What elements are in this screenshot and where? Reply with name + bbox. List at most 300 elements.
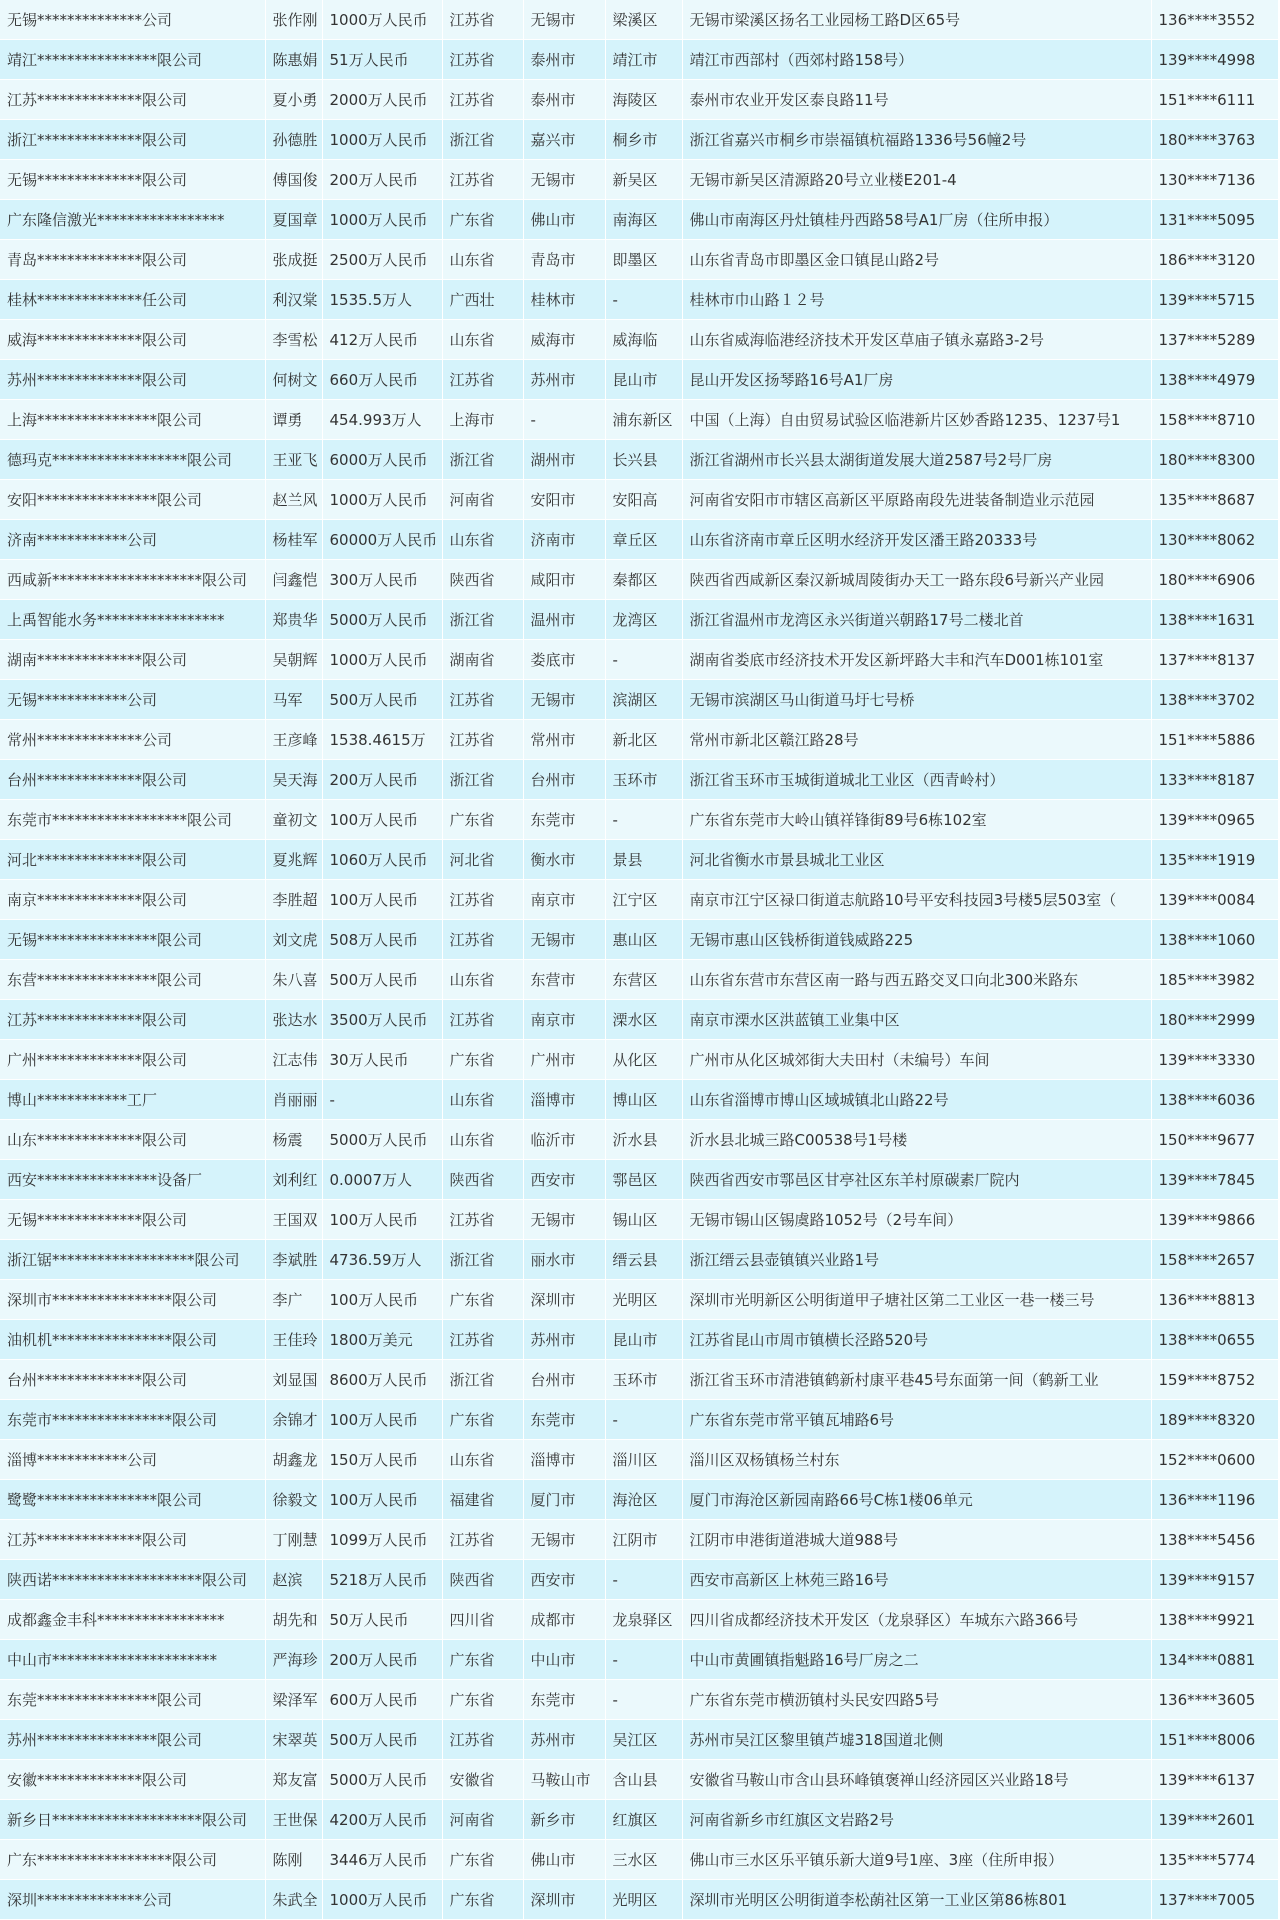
phone-cell: 136****1196	[1151, 1480, 1278, 1520]
company-name-cell: 东莞****************限公司	[0, 1680, 265, 1720]
table-row	[0, 1880, 1278, 1920]
phone-cell: 131****5095	[1151, 200, 1278, 240]
district-cell: 秦都区	[605, 560, 682, 600]
table-row	[0, 1720, 1278, 1760]
district-cell: 吴江区	[605, 1720, 682, 1760]
registered-capital-cell: 60000万人民币	[322, 520, 442, 560]
province-cell: 陕西省	[442, 560, 523, 600]
table-row	[0, 1280, 1278, 1320]
registered-capital-cell: 100万人民币	[322, 1480, 442, 1520]
province-cell: 河南省	[442, 480, 523, 520]
legal-person-cell: 赵兰风	[265, 480, 322, 520]
registered-capital-cell: 5000万人民币	[322, 1120, 442, 1160]
city-cell: 温州市	[523, 600, 605, 640]
phone-cell: 136****8813	[1151, 1280, 1278, 1320]
phone-cell: 137****7005	[1151, 1880, 1278, 1920]
phone-cell: 185****3982	[1151, 960, 1278, 1000]
table-row	[0, 1040, 1278, 1080]
district-cell: -	[605, 280, 682, 320]
province-cell: 山东省	[442, 1440, 523, 1480]
city-cell: 东莞市	[523, 800, 605, 840]
legal-person-cell: 夏小勇	[265, 80, 322, 120]
table-row	[0, 720, 1278, 760]
table-row	[0, 320, 1278, 360]
province-cell: 浙江省	[442, 1360, 523, 1400]
province-cell: 安徽省	[442, 1760, 523, 1800]
company-name-cell: 无锡**************限公司	[0, 160, 265, 200]
address-cell: 广东省东莞市横沥镇村头民安四路5号	[682, 1680, 1151, 1720]
city-cell: 无锡市	[523, 1200, 605, 1240]
city-cell: 无锡市	[523, 680, 605, 720]
district-cell: 龙湾区	[605, 600, 682, 640]
phone-cell: 139****4998	[1151, 40, 1278, 80]
table-row	[0, 680, 1278, 720]
province-cell: 陕西省	[442, 1560, 523, 1600]
registered-capital-cell: 500万人民币	[322, 1720, 442, 1760]
city-cell: 桂林市	[523, 280, 605, 320]
table-row	[0, 1840, 1278, 1880]
address-cell: 昆山开发区扬琴路16号A1厂房	[682, 360, 1151, 400]
province-cell: 江苏省	[442, 880, 523, 920]
phone-cell: 151****8006	[1151, 1720, 1278, 1760]
company-name-cell: 河北**************限公司	[0, 840, 265, 880]
province-cell: 山东省	[442, 960, 523, 1000]
city-cell: 无锡市	[523, 160, 605, 200]
legal-person-cell: 李雪松	[265, 320, 322, 360]
district-cell: 江阴市	[605, 1520, 682, 1560]
district-cell: -	[605, 1640, 682, 1680]
legal-person-cell: 丁刚慧	[265, 1520, 322, 1560]
table-row	[0, 40, 1278, 80]
company-name-cell: 安徽**************限公司	[0, 1760, 265, 1800]
province-cell: 陕西省	[442, 1160, 523, 1200]
address-cell: 泰州市农业开发区泰良路11号	[682, 80, 1151, 120]
registered-capital-cell: 0.0007万人	[322, 1160, 442, 1200]
table-row	[0, 560, 1278, 600]
city-cell: 深圳市	[523, 1280, 605, 1320]
district-cell: 玉环市	[605, 760, 682, 800]
city-cell: 东莞市	[523, 1680, 605, 1720]
company-name-cell: 江苏**************限公司	[0, 80, 265, 120]
legal-person-cell: 朱武全	[265, 1880, 322, 1920]
district-cell: 章丘区	[605, 520, 682, 560]
company-name-cell: 油机机****************限公司	[0, 1320, 265, 1360]
company-name-cell: 西安****************设备厂	[0, 1160, 265, 1200]
phone-cell: 150****9677	[1151, 1120, 1278, 1160]
address-cell: 常州市新北区赣江路28号	[682, 720, 1151, 760]
district-cell: 靖江市	[605, 40, 682, 80]
province-cell: 四川省	[442, 1600, 523, 1640]
legal-person-cell: 赵滨	[265, 1560, 322, 1600]
address-cell: 浙江省湖州市长兴县太湖街道发展大道2587号2号厂房	[682, 440, 1151, 480]
city-cell: 安阳市	[523, 480, 605, 520]
city-cell: 淄博市	[523, 1440, 605, 1480]
province-cell: 福建省	[442, 1480, 523, 1520]
address-cell: 苏州市吴江区黎里镇芦墟318国道北侧	[682, 1720, 1151, 1760]
district-cell: -	[605, 1400, 682, 1440]
registered-capital-cell: 5000万人民币	[322, 1760, 442, 1800]
table-row	[0, 1800, 1278, 1840]
phone-cell: 137****8137	[1151, 640, 1278, 680]
company-name-cell: 无锡**************限公司	[0, 1200, 265, 1240]
phone-cell: 136****3552	[1151, 0, 1278, 40]
table-row	[0, 1000, 1278, 1040]
company-name-cell: 德玛克******************限公司	[0, 440, 265, 480]
address-cell: 山东省青岛市即墨区金口镇昆山路2号	[682, 240, 1151, 280]
city-cell: 厦门市	[523, 1480, 605, 1520]
district-cell: 锡山区	[605, 1200, 682, 1240]
legal-person-cell: 利汉棠	[265, 280, 322, 320]
address-cell: 浙江省嘉兴市桐乡市崇福镇杭福路1336号56幢2号	[682, 120, 1151, 160]
table-row	[0, 1160, 1278, 1200]
city-cell: 嘉兴市	[523, 120, 605, 160]
phone-cell: 130****8062	[1151, 520, 1278, 560]
district-cell: 东营区	[605, 960, 682, 1000]
legal-person-cell: 吴天海	[265, 760, 322, 800]
province-cell: 江苏省	[442, 1000, 523, 1040]
phone-cell: 139****7845	[1151, 1160, 1278, 1200]
address-cell: 河北省衡水市景县城北工业区	[682, 840, 1151, 880]
city-cell: 广州市	[523, 1040, 605, 1080]
province-cell: 广西壮	[442, 280, 523, 320]
city-cell: 南京市	[523, 880, 605, 920]
province-cell: 浙江省	[442, 600, 523, 640]
city-cell: 台州市	[523, 760, 605, 800]
district-cell: 博山区	[605, 1080, 682, 1120]
phone-cell: 135****8687	[1151, 480, 1278, 520]
company-name-cell: 安阳****************限公司	[0, 480, 265, 520]
legal-person-cell: 童初文	[265, 800, 322, 840]
phone-cell: 138****9921	[1151, 1600, 1278, 1640]
district-cell: 从化区	[605, 1040, 682, 1080]
company-name-cell: 中山市**********************	[0, 1640, 265, 1680]
phone-cell: 158****8710	[1151, 400, 1278, 440]
district-cell: 新北区	[605, 720, 682, 760]
table-row	[0, 1560, 1278, 1600]
address-cell: 陕西省西咸新区秦汉新城周陵街办天工一路东段6号新兴产业园	[682, 560, 1151, 600]
registered-capital-cell: 6000万人民币	[322, 440, 442, 480]
phone-cell: 135****5774	[1151, 1840, 1278, 1880]
province-cell: 广东省	[442, 1400, 523, 1440]
company-name-cell: 苏州**************限公司	[0, 360, 265, 400]
province-cell: 广东省	[442, 800, 523, 840]
table-row	[0, 400, 1278, 440]
registered-capital-cell: 100万人民币	[322, 880, 442, 920]
province-cell: 江苏省	[442, 160, 523, 200]
legal-person-cell: 刘文虎	[265, 920, 322, 960]
company-name-cell: 广州**************限公司	[0, 1040, 265, 1080]
legal-person-cell: 严海珍	[265, 1640, 322, 1680]
registered-capital-cell: 100万人民币	[322, 800, 442, 840]
city-cell: 娄底市	[523, 640, 605, 680]
address-cell: 无锡市梁溪区扬名工业园杨工路D区65号	[682, 0, 1151, 40]
table-row	[0, 80, 1278, 120]
registered-capital-cell: 3500万人民币	[322, 1000, 442, 1040]
legal-person-cell: 张作刚	[265, 0, 322, 40]
registered-capital-cell: 1000万人民币	[322, 0, 442, 40]
phone-cell: 158****2657	[1151, 1240, 1278, 1280]
table-row	[0, 280, 1278, 320]
company-name-cell: 陕西诺********************限公司	[0, 1560, 265, 1600]
table-row	[0, 120, 1278, 160]
city-cell: 淄博市	[523, 1080, 605, 1120]
company-name-cell: 深圳市****************限公司	[0, 1280, 265, 1320]
province-cell: 江苏省	[442, 40, 523, 80]
address-cell: 中国（上海）自由贸易试验区临港新片区妙香路1235、1237号1	[682, 400, 1151, 440]
table-row	[0, 600, 1278, 640]
address-cell: 河南省安阳市市辖区高新区平原路南段先进装备制造业示范园	[682, 480, 1151, 520]
table-row	[0, 840, 1278, 880]
phone-cell: 152****0600	[1151, 1440, 1278, 1480]
address-cell: 广东省东莞市常平镇瓦埔路6号	[682, 1400, 1151, 1440]
legal-person-cell: 胡鑫龙	[265, 1440, 322, 1480]
city-cell: 青岛市	[523, 240, 605, 280]
province-cell: 广东省	[442, 200, 523, 240]
address-cell: 山东省济南市章丘区明水经济开发区潘王路20333号	[682, 520, 1151, 560]
registered-capital-cell: 5000万人民币	[322, 600, 442, 640]
province-cell: 广东省	[442, 1880, 523, 1920]
registered-capital-cell: 1000万人民币	[322, 200, 442, 240]
table-row	[0, 440, 1278, 480]
phone-cell: 180****6906	[1151, 560, 1278, 600]
city-cell: 无锡市	[523, 0, 605, 40]
district-cell: 威海临	[605, 320, 682, 360]
company-name-cell: 东莞市****************限公司	[0, 1400, 265, 1440]
address-cell: 江阴市申港街道港城大道988号	[682, 1520, 1151, 1560]
legal-person-cell: 肖丽丽	[265, 1080, 322, 1120]
company-name-cell: 靖江****************限公司	[0, 40, 265, 80]
table-row	[0, 1200, 1278, 1240]
table-row	[0, 160, 1278, 200]
registered-capital-cell: 50万人民币	[322, 1600, 442, 1640]
registered-capital-cell: 1535.5万人	[322, 280, 442, 320]
address-cell: 佛山市三水区乐平镇乐新大道9号1座、3座（住所申报）	[682, 1840, 1151, 1880]
district-cell: -	[605, 1680, 682, 1720]
phone-cell: 139****6137	[1151, 1760, 1278, 1800]
company-name-cell: 台州**************限公司	[0, 1360, 265, 1400]
district-cell: 浦东新区	[605, 400, 682, 440]
company-name-cell: 桂林**************任公司	[0, 280, 265, 320]
district-cell: 梁溪区	[605, 0, 682, 40]
district-cell: 江宁区	[605, 880, 682, 920]
phone-cell: 159****8752	[1151, 1360, 1278, 1400]
table-row	[0, 480, 1278, 520]
company-name-cell: 深圳**************公司	[0, 1880, 265, 1920]
table-row	[0, 880, 1278, 920]
legal-person-cell: 王彦峰	[265, 720, 322, 760]
address-cell: 江苏省昆山市周市镇横长泾路520号	[682, 1320, 1151, 1360]
legal-person-cell: 杨震	[265, 1120, 322, 1160]
province-cell: 广东省	[442, 1840, 523, 1880]
district-cell: 昆山市	[605, 360, 682, 400]
legal-person-cell: 马军	[265, 680, 322, 720]
table-row	[0, 520, 1278, 560]
district-cell: 惠山区	[605, 920, 682, 960]
legal-person-cell: 王世保	[265, 1800, 322, 1840]
registered-capital-cell: 454.993万人	[322, 400, 442, 440]
city-cell: -	[523, 400, 605, 440]
address-cell: 广东省东莞市大岭山镇祥锋街89号6栋102室	[682, 800, 1151, 840]
company-name-cell: 无锡************公司	[0, 680, 265, 720]
province-cell: 江苏省	[442, 1320, 523, 1360]
company-name-cell: 江苏**************限公司	[0, 1520, 265, 1560]
city-cell: 泰州市	[523, 40, 605, 80]
district-cell: 新吴区	[605, 160, 682, 200]
phone-cell: 137****5289	[1151, 320, 1278, 360]
table-row	[0, 640, 1278, 680]
legal-person-cell: 夏国章	[265, 200, 322, 240]
city-cell: 苏州市	[523, 1720, 605, 1760]
registered-capital-cell: 1000万人民币	[322, 120, 442, 160]
registered-capital-cell: 200万人民币	[322, 1640, 442, 1680]
phone-cell: 138****1631	[1151, 600, 1278, 640]
province-cell: 浙江省	[442, 440, 523, 480]
city-cell: 深圳市	[523, 1880, 605, 1920]
company-name-cell: 江苏**************限公司	[0, 1000, 265, 1040]
district-cell: 沂水县	[605, 1120, 682, 1160]
registered-capital-cell: 300万人民币	[322, 560, 442, 600]
legal-person-cell: 胡先和	[265, 1600, 322, 1640]
address-cell: 西安市高新区上林苑三路16号	[682, 1560, 1151, 1600]
address-cell: 无锡市锡山区锡虞路1052号（2号车间）	[682, 1200, 1151, 1240]
city-cell: 临沂市	[523, 1120, 605, 1160]
phone-cell: 189****8320	[1151, 1400, 1278, 1440]
address-cell: 四川省成都经济技术开发区（龙泉驿区）车城东六路366号	[682, 1600, 1151, 1640]
legal-person-cell: 郑友富	[265, 1760, 322, 1800]
registered-capital-cell: 100万人民币	[322, 1400, 442, 1440]
table-row	[0, 1080, 1278, 1120]
registered-capital-cell: 200万人民币	[322, 760, 442, 800]
table-row	[0, 1600, 1278, 1640]
legal-person-cell: 李斌胜	[265, 1240, 322, 1280]
phone-cell: 138****4979	[1151, 360, 1278, 400]
legal-person-cell: 郑贵华	[265, 600, 322, 640]
phone-cell: 139****0965	[1151, 800, 1278, 840]
company-name-cell: 新乡日********************限公司	[0, 1800, 265, 1840]
company-name-cell: 鹭鹭****************限公司	[0, 1480, 265, 1520]
company-name-cell: 淄博************公司	[0, 1440, 265, 1480]
legal-person-cell: 杨桂军	[265, 520, 322, 560]
province-cell: 河北省	[442, 840, 523, 880]
company-name-cell: 广东******************限公司	[0, 1840, 265, 1880]
address-cell: 中山市黄圃镇指魁路16号厂房之二	[682, 1640, 1151, 1680]
phone-cell: 130****7136	[1151, 160, 1278, 200]
city-cell: 南京市	[523, 1000, 605, 1040]
city-cell: 成都市	[523, 1600, 605, 1640]
address-cell: 陕西省西安市鄠邑区甘亭社区东羊村原碳素厂院内	[682, 1160, 1151, 1200]
registered-capital-cell: 2500万人民币	[322, 240, 442, 280]
company-name-cell: 苏州****************限公司	[0, 1720, 265, 1760]
registered-capital-cell: 500万人民币	[322, 960, 442, 1000]
district-cell: 安阳高	[605, 480, 682, 520]
registered-capital-cell: 1060万人民币	[322, 840, 442, 880]
registered-capital-cell: 2000万人民币	[322, 80, 442, 120]
phone-cell: 138****6036	[1151, 1080, 1278, 1120]
province-cell: 山东省	[442, 240, 523, 280]
legal-person-cell: 朱八喜	[265, 960, 322, 1000]
phone-cell: 139****5715	[1151, 280, 1278, 320]
city-cell: 苏州市	[523, 360, 605, 400]
address-cell: 淄川区双杨镇杨兰村东	[682, 1440, 1151, 1480]
city-cell: 无锡市	[523, 920, 605, 960]
registered-capital-cell: 500万人民币	[322, 680, 442, 720]
table-row	[0, 1240, 1278, 1280]
address-cell: 山东省淄博市博山区域城镇北山路22号	[682, 1080, 1151, 1120]
registered-capital-cell: 4200万人民币	[322, 1800, 442, 1840]
district-cell: 光明区	[605, 1280, 682, 1320]
phone-cell: 139****0084	[1151, 880, 1278, 920]
registered-capital-cell: 100万人民币	[322, 1280, 442, 1320]
legal-person-cell: 宋翠英	[265, 1720, 322, 1760]
legal-person-cell: 陈刚	[265, 1840, 322, 1880]
address-cell: 沂水县北城三路C00538号1号楼	[682, 1120, 1151, 1160]
address-cell: 南京市江宁区禄口街道志航路10号平安科技园3号楼5层503室（	[682, 880, 1151, 920]
province-cell: 江苏省	[442, 920, 523, 960]
phone-cell: 138****0655	[1151, 1320, 1278, 1360]
address-cell: 厦门市海沧区新园南路66号C栋1楼06单元	[682, 1480, 1151, 1520]
phone-cell: 135****1919	[1151, 840, 1278, 880]
registered-capital-cell: 1000万人民币	[322, 480, 442, 520]
company-name-cell: 常州**************公司	[0, 720, 265, 760]
phone-cell: 139****9866	[1151, 1200, 1278, 1240]
legal-person-cell: 江志伟	[265, 1040, 322, 1080]
district-cell: 淄川区	[605, 1440, 682, 1480]
district-cell: 海沧区	[605, 1480, 682, 1520]
city-cell: 佛山市	[523, 1840, 605, 1880]
table-row	[0, 1640, 1278, 1680]
address-cell: 广州市从化区城郊街大夫田村（未编号）车间	[682, 1040, 1151, 1080]
address-cell: 安徽省马鞍山市含山县环峰镇褒禅山经济园区兴业路18号	[682, 1760, 1151, 1800]
company-name-cell: 博山************工厂	[0, 1080, 265, 1120]
table-row	[0, 960, 1278, 1000]
address-cell: 浙江省玉环市清港镇鹤新村康平巷45号东面第一间（鹤新工业	[682, 1360, 1151, 1400]
phone-cell: 138****3702	[1151, 680, 1278, 720]
legal-person-cell: 王佳玲	[265, 1320, 322, 1360]
province-cell: 江苏省	[442, 80, 523, 120]
registered-capital-cell: 660万人民币	[322, 360, 442, 400]
province-cell: 浙江省	[442, 760, 523, 800]
legal-person-cell: 孙德胜	[265, 120, 322, 160]
address-cell: 靖江市西部村（西郊村路158号）	[682, 40, 1151, 80]
phone-cell: 139****2601	[1151, 1800, 1278, 1840]
phone-cell: 186****3120	[1151, 240, 1278, 280]
legal-person-cell: 谭勇	[265, 400, 322, 440]
province-cell: 湖南省	[442, 640, 523, 680]
province-cell: 江苏省	[442, 1200, 523, 1240]
legal-person-cell: 何树文	[265, 360, 322, 400]
company-name-cell: 台州**************限公司	[0, 760, 265, 800]
city-cell: 威海市	[523, 320, 605, 360]
company-name-cell: 广东隆信激光*****************	[0, 200, 265, 240]
legal-person-cell: 李广	[265, 1280, 322, 1320]
city-cell: 中山市	[523, 1640, 605, 1680]
table-row	[0, 760, 1278, 800]
province-cell: 广东省	[442, 1040, 523, 1080]
district-cell: 三水区	[605, 1840, 682, 1880]
province-cell: 江苏省	[442, 0, 523, 40]
company-name-cell: 威海**************限公司	[0, 320, 265, 360]
table-row	[0, 1400, 1278, 1440]
registered-capital-cell: 412万人民币	[322, 320, 442, 360]
address-cell: 河南省新乡市红旗区文岩路2号	[682, 1800, 1151, 1840]
city-cell: 湖州市	[523, 440, 605, 480]
phone-cell: 134****0881	[1151, 1640, 1278, 1680]
registered-capital-cell: 1000万人民币	[322, 1880, 442, 1920]
company-name-cell: 南京**************限公司	[0, 880, 265, 920]
registered-capital-cell: -	[322, 1080, 442, 1120]
company-name-cell: 上禹智能水务*****************	[0, 600, 265, 640]
province-cell: 浙江省	[442, 1240, 523, 1280]
